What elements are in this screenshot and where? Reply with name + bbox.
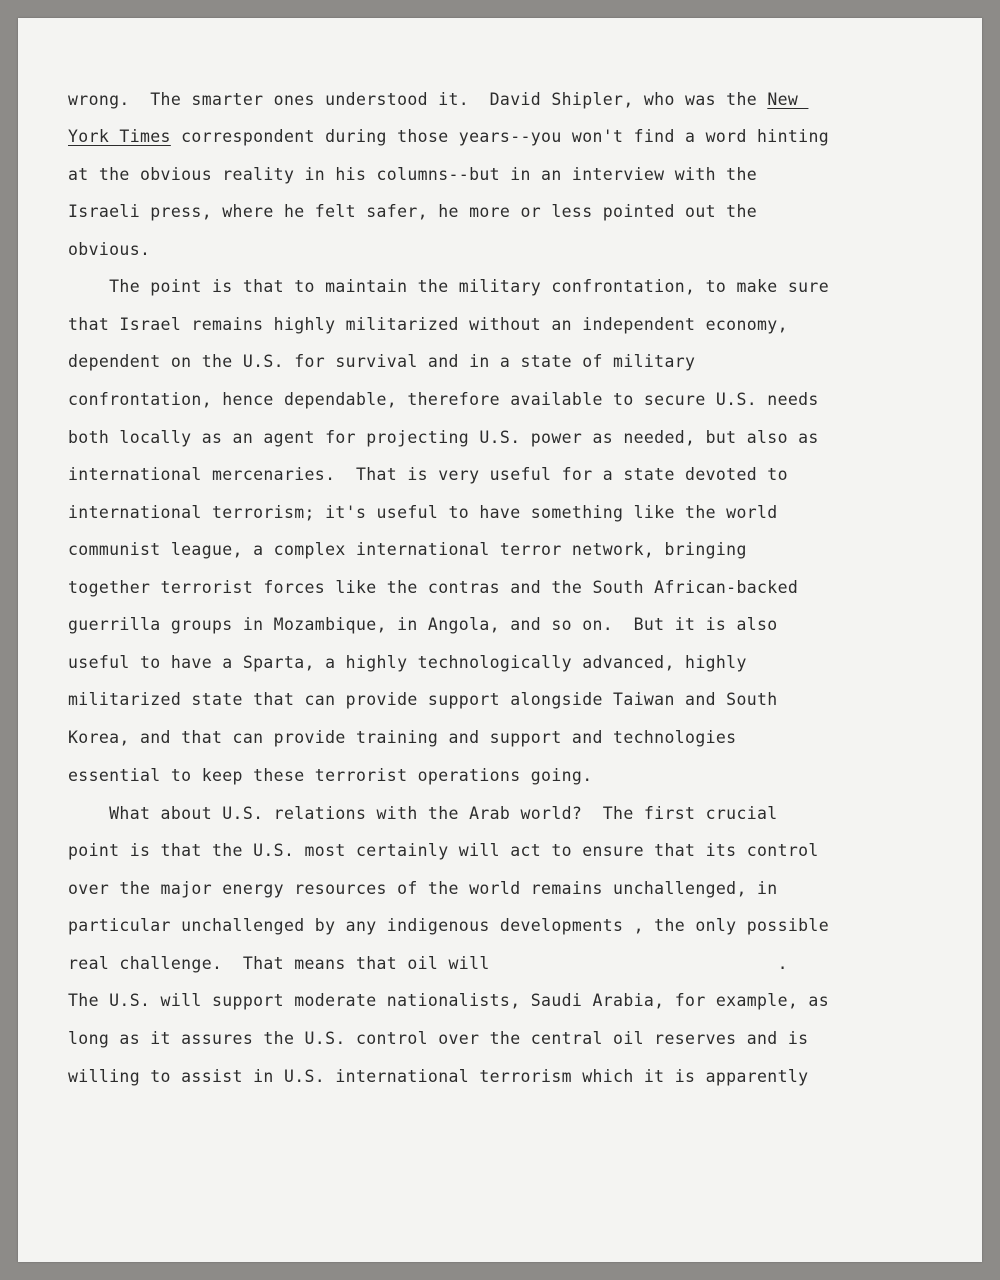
text-line: essential to keep these terrorist operations going.: [68, 766, 593, 785]
text-line: real challenge. That means that oil will .: [68, 954, 788, 973]
text-line: York Times correspondent during those years--you won't find a word hinting: [68, 127, 830, 146]
document-page: [18, 18, 982, 1262]
text-line: international mercenaries. That is very useful for a state devoted to: [68, 465, 788, 484]
text-line: international terrorism; it's useful to have something like the world: [68, 503, 778, 522]
text-line: at the obvious reality in his columns--but in an interview with the: [68, 165, 758, 184]
text-line: The U.S. will support moderate nationalists, Saudi Arabia, for example, as: [68, 991, 830, 1010]
text-line: both locally as an agent for projecting U.S. power as needed, but also as: [68, 428, 819, 447]
text-line: long as it assures the U.S. control over the central oil reserves and is: [68, 1029, 809, 1048]
text-line: willing to assist in U.S. international terrorism which it is apparently: [68, 1067, 809, 1086]
text-line: communist league, a complex international terror network, bringing: [68, 540, 747, 559]
text-line: Korea, and that can provide training and support and technologies: [68, 728, 737, 747]
text-line: Israeli press, where he felt safer, he more or less pointed out the: [68, 202, 758, 221]
text-line: confrontation, hence dependable, therefore available to secure U.S. needs: [68, 390, 819, 409]
text-line: wrong. The smarter ones understood it. David Shipler, who was the New: [68, 90, 809, 109]
text-line: useful to have a Sparta, a highly technologically advanced, highly: [68, 653, 747, 672]
text-line: point is that the U.S. most certainly will act to ensure that its control: [68, 841, 819, 860]
text-line: guerrilla groups in Mozambique, in Angola, and so on. But it is also: [68, 615, 778, 634]
text-line: particular unchallenged by any indigenous developments , the only possible: [68, 916, 830, 935]
text-line: together terrorist forces like the contras and the South African-backed: [68, 578, 799, 597]
text-line: over the major energy resources of the world remains unchallenged, in: [68, 879, 778, 898]
underlined-text: York Times: [68, 127, 171, 146]
text-line: dependent on the U.S. for survival and in a state of military: [68, 352, 696, 371]
text-line: that Israel remains highly militarized without an independent economy,: [68, 315, 788, 334]
underlined-text: New: [767, 90, 809, 109]
text-line: The point is that to maintain the military confrontation, to make sure: [68, 277, 830, 296]
text-line: militarized state that can provide support alongside Taiwan and South: [68, 690, 778, 709]
text-line: What about U.S. relations with the Arab world? The first crucial: [68, 804, 778, 823]
text-line: obvious.: [68, 240, 151, 259]
